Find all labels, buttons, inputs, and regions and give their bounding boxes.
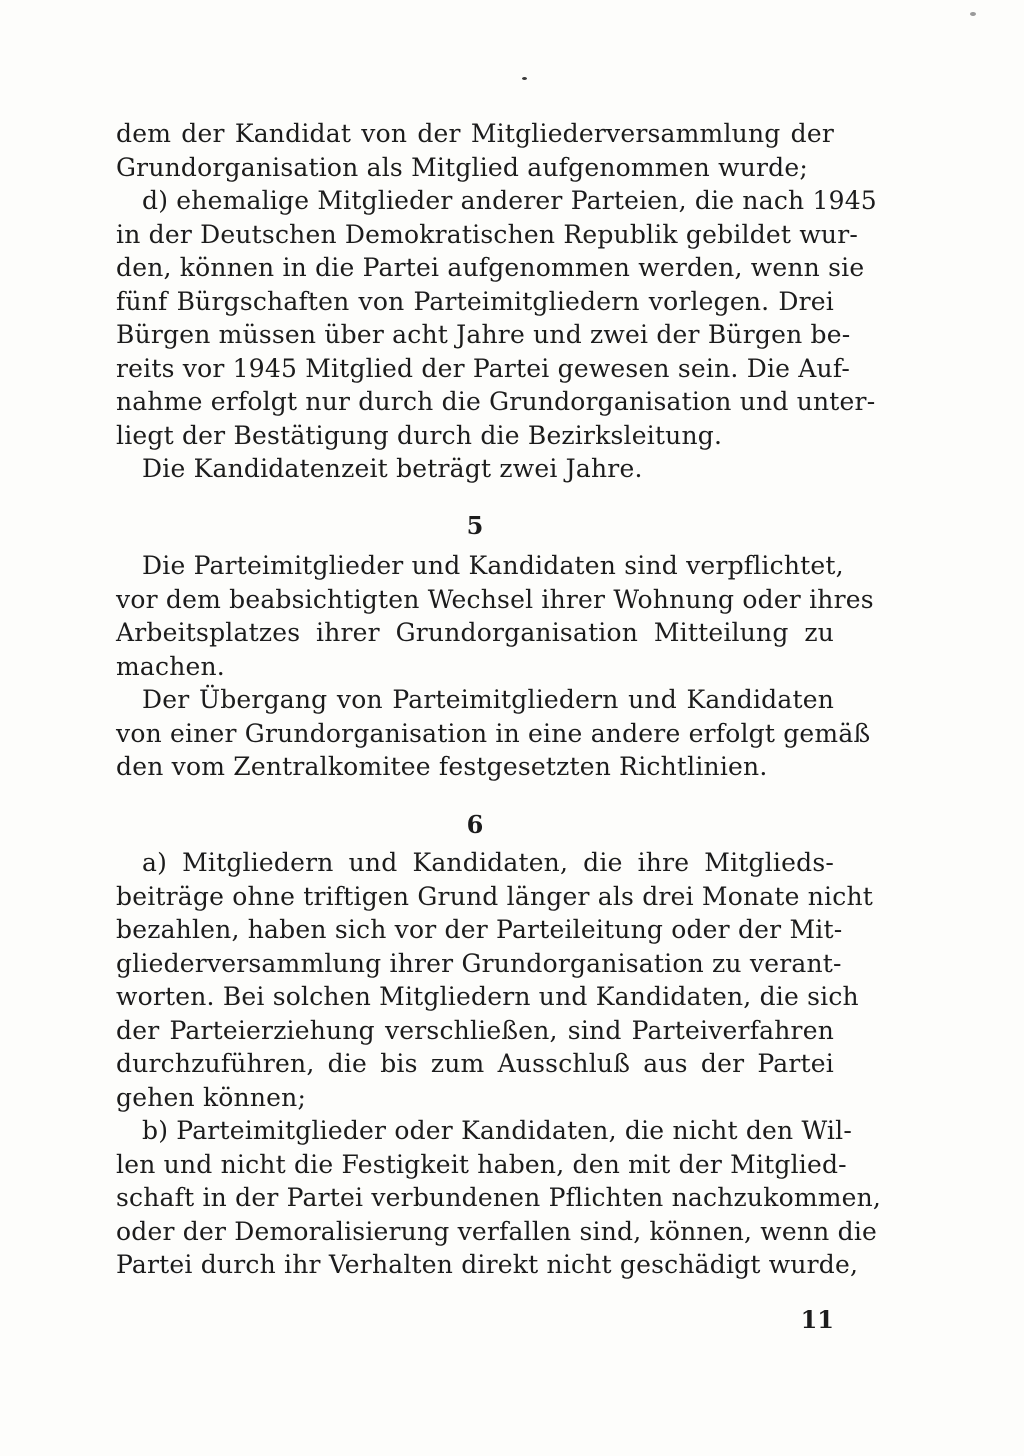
- text-line: bezahlen, haben sich vor der Parteileitung oder der Mit-: [116, 915, 843, 944]
- text-line: schaft in der Partei verbundenen Pflichten nachzukommen,: [116, 1183, 882, 1212]
- text-line: dem der Kandidat von der Mitgliederversammlung der: [116, 119, 834, 148]
- text-line: Grundorganisation als Mitglied aufgenommen wurde;: [116, 152, 809, 182]
- text-line: durchzuführen, die bis zum Ausschluß aus der Partei: [116, 1049, 834, 1078]
- text-line: Bürgen müssen über acht Jahre und zwei der Bürgen be-: [116, 320, 851, 349]
- text-line: len und nicht die Festigkeit haben, den mit der Mitglied-: [116, 1149, 847, 1179]
- text-line: den, können in die Partei aufgenommen werden, wenn sie: [116, 253, 865, 282]
- text-line: b) Parteimitglieder oder Kandidaten, die nicht den Wil-: [142, 1116, 852, 1145]
- text-line: vor dem beabsichtigten Wechsel ihrer Wohnung oder ihres: [116, 584, 874, 614]
- paragraph-block-section-5: [116, 549, 874, 784]
- section-number: 6: [466, 810, 484, 839]
- paragraph-block-section-6: [116, 846, 882, 1282]
- text-line: Die Parteimitglieder und Kandidaten sind verpflichtet,: [142, 551, 844, 580]
- text-line: beiträge ohne triftigen Grund länger als drei Monate nicht: [116, 881, 873, 911]
- text-line: oder der Demoralisierung verfallen sind, können, wenn die: [116, 1216, 878, 1246]
- text-line: d) ehemalige Mitglieder anderer Parteien, die nach 1945: [142, 186, 877, 215]
- ink-speck: [970, 12, 976, 16]
- paragraph-block-continuation: [116, 117, 877, 486]
- text-line: der Parteierziehung verschließen, sind Parteiverfahren: [116, 1015, 834, 1045]
- text-line: a) Mitgliedern und Kandidaten, die ihre Mitglieds-: [142, 848, 834, 877]
- text-line: Der Übergang von Parteimitgliedern und Kandidaten: [142, 685, 834, 714]
- text-line: liegt der Bestätigung durch die Bezirksleitung.: [116, 420, 723, 450]
- section-number: 5: [466, 511, 484, 540]
- text-line: von einer Grundorganisation in eine andere erfolgt gemäß: [116, 718, 871, 748]
- ink-speck: [522, 77, 527, 80]
- text-line: machen.: [116, 651, 225, 681]
- text-line: Partei durch ihr Verhalten direkt nicht geschädigt wurde,: [116, 1250, 859, 1279]
- text-line: in der Deutschen Demokratischen Republik gebildet wur-: [116, 219, 859, 249]
- text-line: gehen können;: [116, 1082, 307, 1112]
- text-line: gliederversammlung ihrer Grundorganisation zu verant-: [116, 948, 842, 978]
- text-line: Die Kandidatenzeit beträgt zwei Jahre.: [142, 454, 643, 483]
- text-line: Arbeitsplatzes ihrer Grundorganisation Mitteilung zu: [116, 618, 834, 647]
- text-line: nahme erfolgt nur durch die Grundorganisation und unter-: [116, 387, 876, 416]
- text-line: reits vor 1945 Mitglied der Partei gewesen sein. Die Auf-: [116, 353, 851, 383]
- text-line: fünf Bürgschaften von Parteimitgliedern vorlegen. Drei: [116, 286, 834, 316]
- page-number: 11: [800, 1305, 834, 1334]
- text-line: worten. Bei solchen Mitgliedern und Kandidaten, die sich: [116, 982, 859, 1011]
- text-line: den vom Zentralkomitee festgesetzten Richtlinien.: [116, 752, 768, 781]
